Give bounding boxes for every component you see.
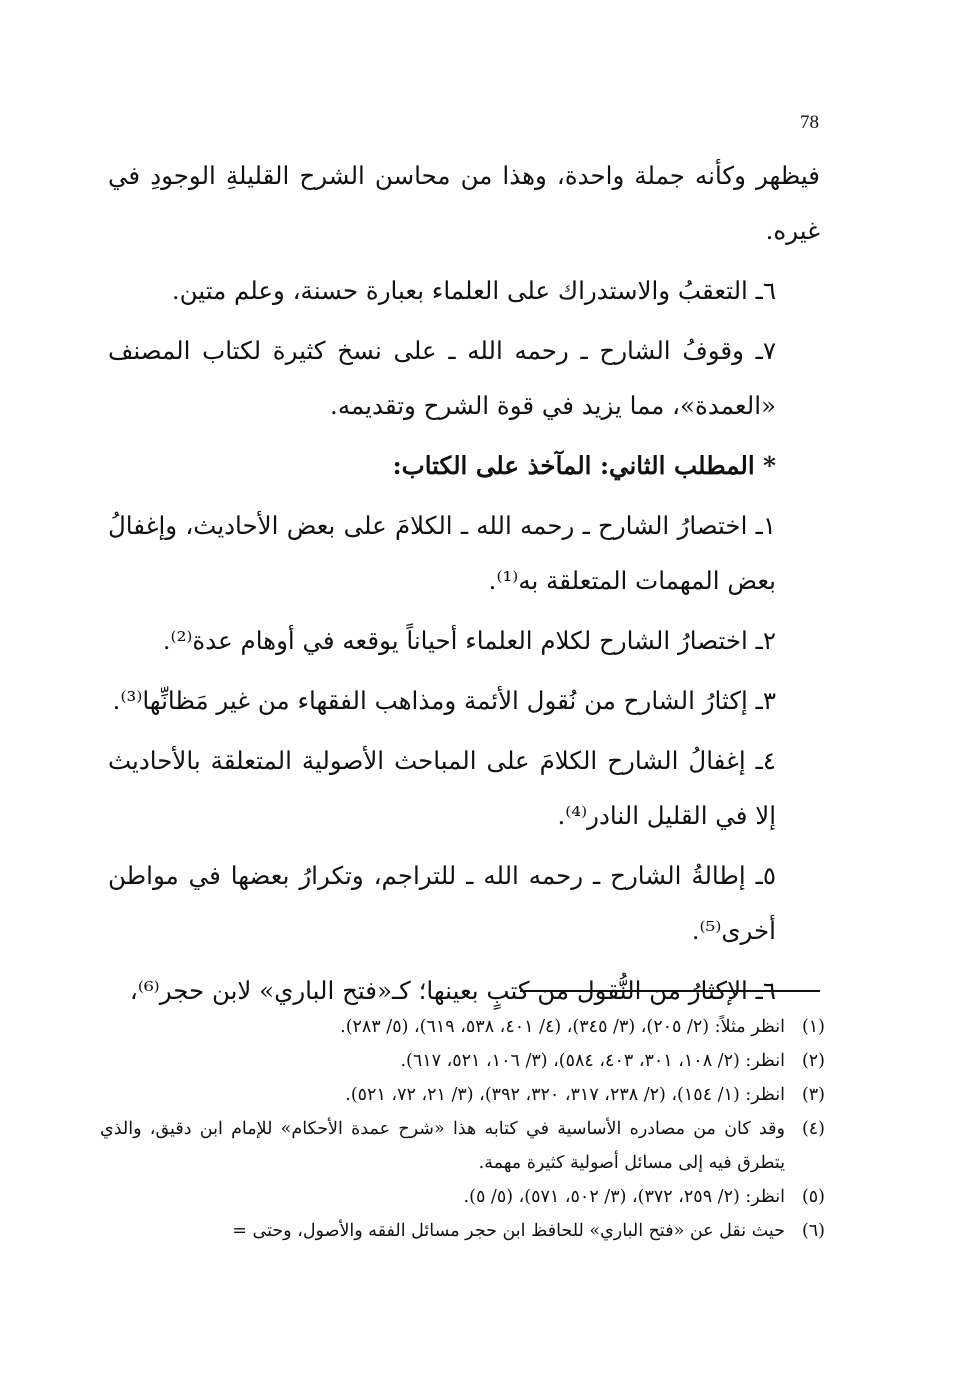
footnote-separator [520, 990, 820, 992]
footnote-number: (١) [801, 1017, 825, 1037]
footnotes [100, 1010, 825, 1248]
footnote [100, 1214, 825, 1248]
paragraph: فيظهر وكأنه جملة واحدة، وهذا من محاسن الشرح القليلةِ الوجودِ في غيره. [108, 161, 820, 245]
footnote-number: (٣) [801, 1085, 825, 1105]
footnote-text: حيث نقل عن «فتح الباري» للحافظ ابن حجر مسائل الفقه والأصول، وحتى = [232, 1221, 785, 1241]
footnote-text: انظر: (١/ ١٥٤)، (٢/ ٢٣٨، ٣١٧، ٣٢٠، ٣٩٢)، (٣/ ٢١، ٧٢، ٥٢١). [345, 1085, 785, 1105]
paragraph: ٢ـ اختصارُ الشارح لكلام العلماء أحياناً يوقعه في أوهام عدة⁽²⁾. [162, 626, 776, 655]
footnote-number: (٢) [801, 1051, 825, 1071]
paragraph: ٤ـ إغفالُ الشارح الكلامَ على المباحث الأصولية المتعلقة بالأحاديث إلا في القليل النادر⁽⁴⁾. [108, 746, 776, 830]
footnote-text: انظر مثلاً: (٢/ ٢٠٥)، (٣/ ٣٤٥)، (٤/ ٤٠١، ٥٣٨، ٦١٩)، (٥/ ٢٨٣). [340, 1017, 785, 1037]
footnote-number: (٦) [801, 1221, 825, 1241]
paragraph: ٥ـ إطالةُ الشارح ـ رحمه الله ـ للتراجم، وتكرارُ بعضها في مواطن أخرى⁽⁵⁾. [108, 861, 776, 945]
footnote-text: انظر: (٢/ ٢٥٩، ٣٧٢)، (٣/ ٥٠٢، ٥٧١)، (٥/ ٥). [463, 1187, 785, 1207]
paragraph: ٣ـ إكثارُ الشارح من نُقول الأئمة ومذاهب الفقهاء من غير مَظانِّها⁽³⁾. [112, 686, 776, 715]
main-text [108, 148, 820, 1023]
footnote-number: (٥) [801, 1187, 825, 1207]
footnote [100, 1010, 825, 1044]
footnote [100, 1112, 825, 1180]
paragraph: ٦ـ الإكثارُ من النُّقول من كتبٍ بعينها؛ كـ«فتح الباري» لابن حجر⁽⁶⁾، [129, 976, 776, 1005]
footnote [100, 1180, 825, 1214]
section-heading: * المطلب الثاني: المآخذ على الكتاب: [392, 451, 776, 480]
footnote [100, 1044, 825, 1078]
footnote-text: وقد كان من مصادره الأساسية في كتابه هذا «شرح عمدة الأحكام» للإمام ابن دقيق، والذي يتطرق فيه إلى مسائل أصولية كثيرة مهمة. [100, 1119, 785, 1173]
paragraph: ٧ـ وقوفُ الشارح ـ رحمه الله ـ على نسخ كثيرة لكتاب المصنف «العمدة»، مما يزيد في قوة الشرح وتقديمه. [108, 336, 776, 420]
paragraph: ٦ـ التعقبُ والاستدراك على العلماء بعبارة حسنة، وعلم متين. [171, 276, 776, 305]
footnote-text: انظر: (٢/ ١٠٨، ٣٠١، ٤٠٣، ٥٨٤)، (٣/ ١٠٦، ٥٢١، ٦١٧). [400, 1051, 785, 1071]
footnote-number: (٤) [801, 1119, 825, 1139]
paragraph: ١ـ اختصارُ الشارح ـ رحمه الله ـ الكلامَ على بعض الأحاديث، وإغفالُ بعض المهمات المتعلقة به⁽¹⁾. [108, 511, 776, 595]
footnote [100, 1078, 825, 1112]
page-number: 78 [800, 112, 819, 133]
